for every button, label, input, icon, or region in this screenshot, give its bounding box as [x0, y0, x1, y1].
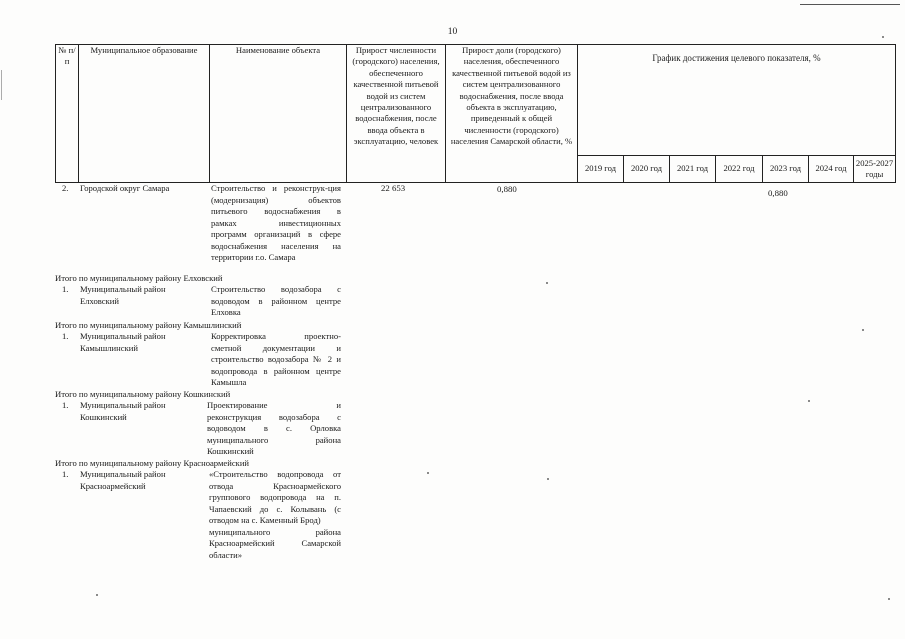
header-municipality: Муниципальное образование [79, 45, 210, 183]
object-line: Кошкинский [207, 446, 254, 456]
header-year-2022: 2022 год [716, 156, 763, 183]
elkhovsky-row-no: 1. [62, 284, 69, 294]
total-row-koshkinsky: Итого по муниципальному району Кошкинский [55, 389, 231, 399]
object-line: муниципального района [207, 434, 341, 445]
scan-speck [547, 478, 549, 480]
krasnoarmeysky-object [209, 469, 341, 561]
margin-mark [1, 70, 2, 100]
object-line: муниципального района [209, 526, 341, 537]
scan-speck [882, 36, 884, 38]
header-year-2020: 2020 год [624, 156, 670, 183]
scan-speck [546, 282, 548, 284]
municipality-line: Муниципальный район [80, 469, 166, 479]
koshkinsky-object [207, 400, 341, 458]
samara-object-line: программ организаций в сфере [211, 229, 341, 239]
kamyshlinsky-row-no: 1. [62, 331, 69, 341]
samara-object-line: территории г.о. Самара [211, 252, 296, 262]
municipality-line: Муниципальный район [80, 331, 166, 341]
header-no: № п/п [56, 45, 79, 183]
header-object-name: Наименование объекта [210, 45, 347, 183]
elkhovsky-object [211, 284, 341, 319]
object-line: отвода Красноармейского [209, 480, 341, 491]
krasnoarmeysky-municipality [80, 469, 206, 492]
samara-object-line: (модернизация) объектов [211, 194, 341, 205]
object-line: области» [209, 549, 243, 560]
koshkinsky-municipality [80, 400, 206, 423]
municipality-line: Красноармейский [80, 480, 146, 491]
municipality-line: Муниципальный район [80, 284, 166, 294]
total-row-elkhovsky: Итого по муниципальному району Елховский [55, 273, 223, 283]
top-edge-line [800, 4, 900, 5]
samara-object-line: рамках инвестиционных [211, 217, 341, 228]
header-year-2021: 2021 год [670, 156, 716, 183]
samara-object-line: Строительство и реконструк-ция [211, 183, 341, 193]
object-line: водопровода в районном центре [211, 365, 341, 376]
header-population-growth: Прирост численности (городского) населения, обеспеченного качественной питьевой водой из систем централизованного водоснабжения, после ввода объекта в эксплуатацию, человек [347, 45, 446, 183]
object-line: Камышла [211, 377, 247, 387]
kamyshlinsky-object [211, 331, 341, 389]
elkhovsky-municipality [80, 284, 206, 307]
page-number: 10 [447, 27, 458, 37]
object-line: Строительство водозабора с [211, 284, 341, 294]
total-row-krasnoarmeysky: Итого по муниципальному району Красноармейский [55, 458, 250, 468]
total-row-kamyshlinsky: Итого по муниципальному району Камышлинский [55, 320, 242, 330]
scan-speck [96, 594, 98, 596]
object-line: водоводом в с. Орловка [207, 423, 341, 433]
header-year-2025-2027: 2025-2027 годы [854, 156, 896, 183]
samara-share-growth: 0,880 [497, 184, 517, 194]
koshkinsky-row-no: 1. [62, 400, 69, 410]
header-year-2023: 2023 год [763, 156, 809, 183]
header-year-2019: 2019 год [578, 156, 624, 183]
samara-object-line: питьевого водоснабжения в [211, 206, 341, 216]
object-line: Чапаевский до с. Колывань (с [209, 503, 341, 514]
krasnoarmeysky-row-no: 1. [62, 469, 69, 479]
header-share-growth: Прирост доли (городского) населения, обеспеченного качественной питьевой водой из систем централизованного водоснабжения, после ввода объекта в эксплуатацию, приведенный к общей численности (городского) населения Самарской области, % [446, 45, 578, 183]
municipality-line: Елховский [80, 295, 119, 306]
municipality-line: Камышлинский [80, 342, 138, 353]
object-line: Елховка [211, 307, 241, 317]
samara-municipality: Городской округ Самара [80, 183, 170, 193]
samara-object [211, 183, 341, 264]
object-line: строительство водозабора № 2 и [211, 354, 341, 364]
object-line: Проектирование и [207, 400, 341, 410]
samara-value-2023: 0,880 [768, 188, 788, 198]
scan-speck [888, 598, 890, 600]
municipality-line: Кошкинский [80, 411, 127, 422]
samara-population-growth: 22 653 [381, 183, 406, 193]
kamyshlinsky-municipality [80, 331, 206, 354]
object-line: реконструкция водозабора с [207, 411, 341, 422]
object-line: группового водопровода на п. [209, 492, 341, 502]
scan-speck [427, 472, 429, 474]
header-graph-title: График достижения целевого показателя, % [578, 45, 896, 156]
object-line: Красноармейский Самарской [209, 538, 341, 548]
object-line: водоводом в районном центре [211, 295, 341, 306]
scan-speck [862, 329, 864, 331]
object-line: Корректировка проектно- [211, 331, 341, 341]
samara-object-line: водоснабжения населения на [211, 240, 341, 251]
object-line: «Строительство водопровода от [209, 469, 341, 479]
object-line: сметной документации и [211, 342, 341, 353]
header-year-2024: 2024 год [809, 156, 854, 183]
object-line: отводом на с. Каменный Брод) [209, 515, 321, 525]
scan-speck [808, 400, 810, 402]
municipality-line: Муниципальный район [80, 400, 166, 410]
header-table [55, 44, 896, 183]
samara-row-no: 2. [62, 183, 69, 193]
